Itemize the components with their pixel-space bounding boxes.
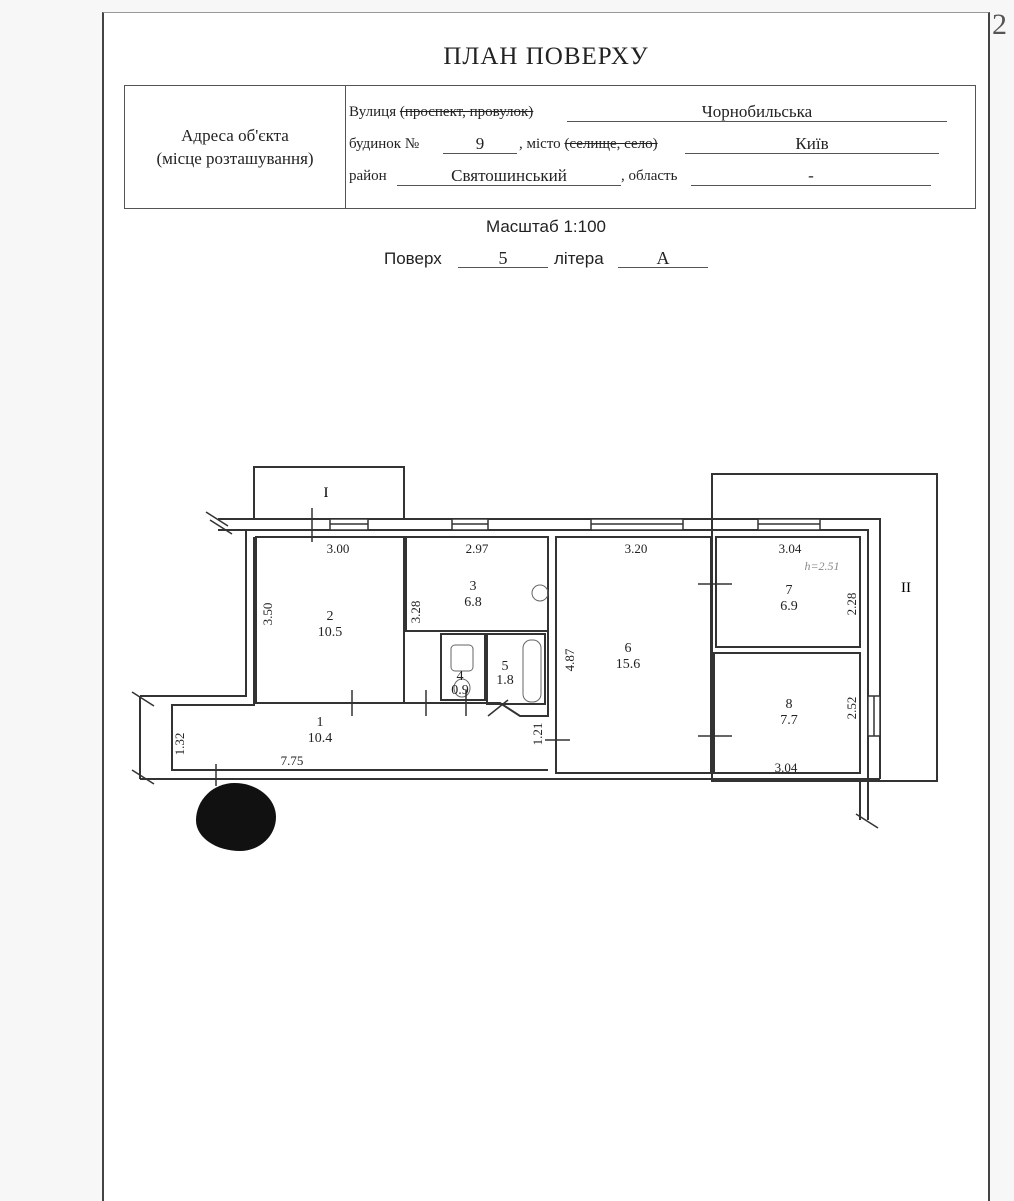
address-label-line1: Адреса об'єкта bbox=[181, 126, 289, 145]
dim-room2-depth: 3.50 bbox=[260, 602, 275, 626]
dim-room3-width: 2.97 bbox=[465, 541, 489, 556]
room-8-number: 8 bbox=[785, 697, 793, 712]
room-8-area: 7.7 bbox=[780, 713, 798, 728]
room-1-number: 1 bbox=[316, 715, 324, 730]
balcony-2-outline bbox=[712, 474, 937, 781]
letter-value: А bbox=[618, 249, 708, 268]
room-2-number: 2 bbox=[326, 609, 334, 624]
region-label: , область bbox=[621, 168, 678, 184]
dim-room6-depth: 4.87 bbox=[562, 648, 577, 672]
dim-hall-length: 7.75 bbox=[280, 753, 304, 768]
city-label: , місто bbox=[519, 136, 561, 152]
floor-value: 5 bbox=[458, 249, 548, 268]
district-value: Святошинський bbox=[397, 167, 621, 186]
street-value: Чорнобильська bbox=[567, 103, 947, 122]
street-label: Вулиця bbox=[349, 104, 397, 120]
letter-label: літера bbox=[554, 249, 604, 268]
room-2-area: 10.5 bbox=[317, 625, 343, 640]
dim-room3-depth: 3.28 bbox=[408, 600, 423, 624]
dim-room7-width: 3.04 bbox=[778, 541, 802, 556]
room-1-area: 10.4 bbox=[307, 731, 333, 746]
dim-passage-depth: 1.21 bbox=[530, 722, 545, 746]
street-type-struck: (проспект, провулок) bbox=[399, 104, 534, 120]
city-value: Київ bbox=[685, 135, 939, 154]
room-4-number: 4 bbox=[456, 669, 464, 684]
district-label: район bbox=[349, 168, 387, 184]
room-7-number: 7 bbox=[785, 583, 793, 598]
address-label-line2: (місце розташування) bbox=[156, 149, 314, 168]
balcony-1-label: I bbox=[323, 485, 329, 501]
dim-room8-depth: 2.52 bbox=[844, 696, 859, 720]
dim-hall-depth: 1.32 bbox=[172, 732, 187, 756]
page-title: ПЛАН ПОВЕРХУ bbox=[443, 43, 649, 70]
room-7-area: 6.9 bbox=[780, 599, 798, 614]
redaction-blot bbox=[196, 783, 276, 851]
room-5-number: 5 bbox=[501, 659, 509, 674]
dim-ceiling-height: h=2.51 bbox=[804, 559, 840, 573]
room-6-number: 6 bbox=[624, 641, 632, 656]
balcony-1-outline bbox=[254, 467, 404, 519]
margin-page-mark: 2 bbox=[992, 8, 1007, 41]
balcony-2-label: II bbox=[901, 580, 911, 596]
room-6-area: 15.6 bbox=[615, 657, 641, 672]
room-6-outline bbox=[556, 537, 711, 773]
room-3-number: 3 bbox=[469, 579, 477, 594]
floor-label: Поверх bbox=[384, 249, 442, 268]
city-type-struck: (селище, село) bbox=[564, 136, 658, 152]
room-5-area: 1.8 bbox=[496, 673, 514, 688]
house-value: 9 bbox=[443, 135, 517, 154]
dim-room2-width: 3.00 bbox=[326, 541, 350, 556]
dim-room8-width: 3.04 bbox=[774, 760, 798, 775]
room-3-area: 6.8 bbox=[464, 595, 482, 610]
dim-room7-depth: 2.28 bbox=[844, 592, 859, 616]
house-label: будинок № bbox=[349, 136, 420, 152]
region-value: - bbox=[691, 167, 931, 186]
scale-label: Масштаб 1:100 bbox=[486, 217, 606, 236]
room-4-area: 0.9 bbox=[451, 683, 469, 698]
dim-room6-width: 3.20 bbox=[624, 541, 648, 556]
room-5-outline bbox=[487, 634, 545, 704]
